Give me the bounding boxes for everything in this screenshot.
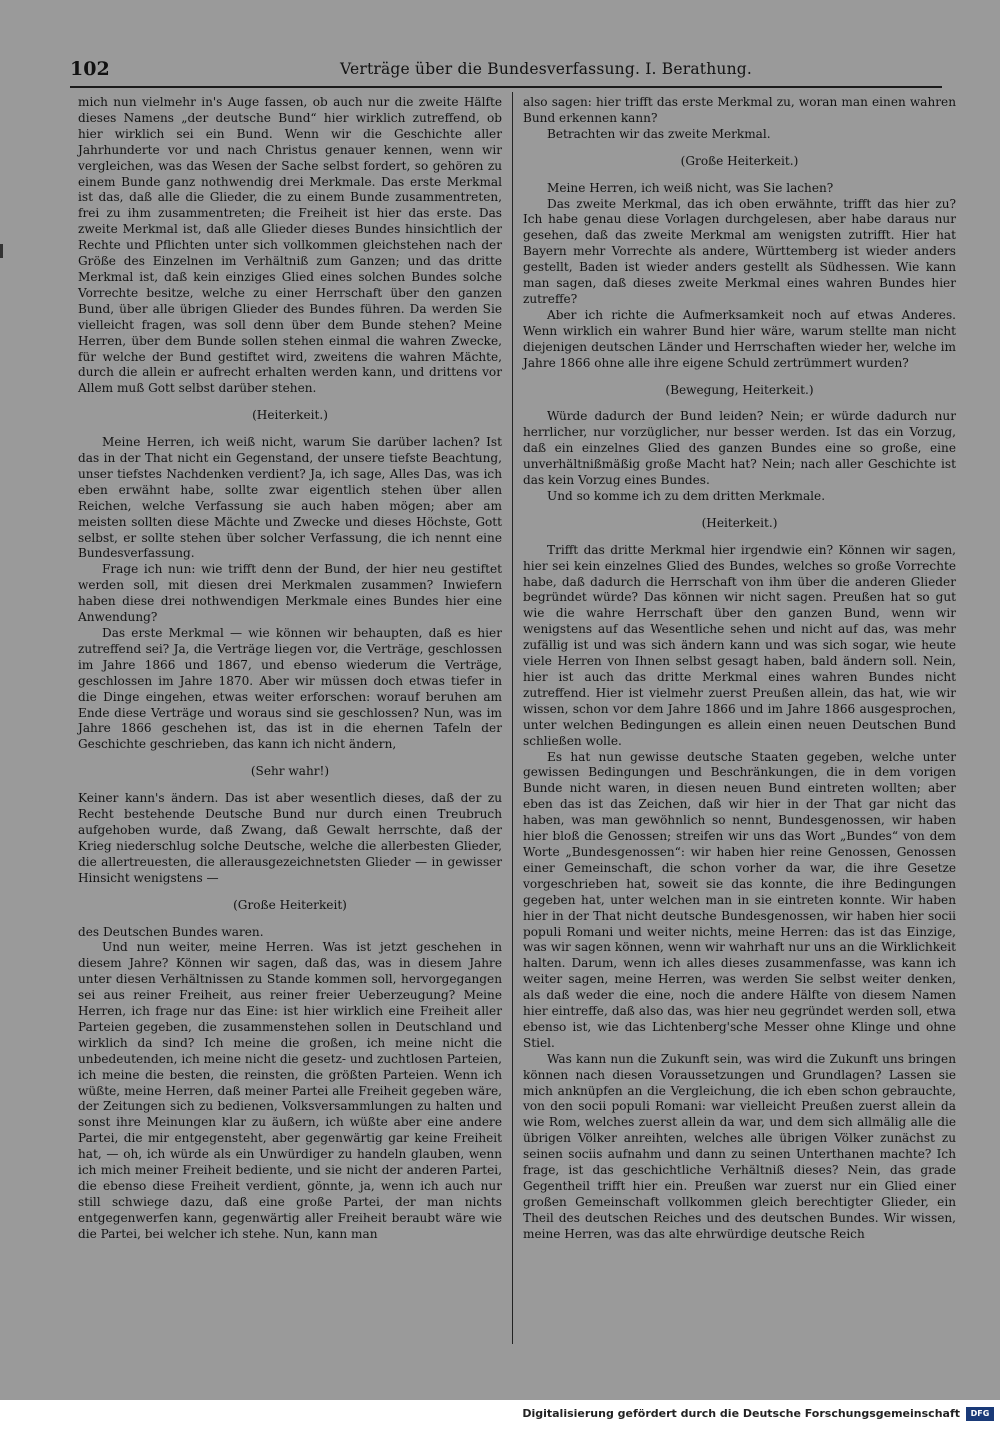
paragraph: Trifft das dritte Merkmal hier irgendwie ein? Können wir sagen, hier sei kein einzelnes Glied des Bundes, welches so große Vorrechte habe, daß dadurch die Herrschaft von ihm über die anderen Glieder begründet würde? Das können wir nicht sagen. Preußen hat so gut wie die wahre Herrschaft über den ganzen Bund, wenn wir wenigstens auf das Wesentliche sehen und nicht auf das, was mehr zufällig ist und was sich ändern kann und was sich sogar, wie heute viele Herren von Ihnen selbst gesagt haben, bald ändern soll. Nein, hier ist auch das dritte Merkmal eines wahren Bundes nicht zutreffend. Hier ist vielmehr zuerst Preußen allein, das hat, wie wir wissen, schon vor dem Jahre 1866 und im Jahre 1866 ausgesprochen, unter welchen Bedingungen es allein einen neuen Deutschen Bund schließen wolle. [523, 542, 956, 748]
header-rule [70, 86, 942, 88]
paragraph: Das zweite Merkmal, das ich oben erwähnte, trifft das hier zu? Ich habe genau diese Vorlagen durchgelesen, aber habe daraus nur gesehen, daß das zweite Merkmal am wenigsten zutrifft. Hier hat Bayern mehr Vorrechte als andere, Württemberg ist wieder anders gestellt, Baden ist wieder anders gestellt als Südhessen. Wie kann man sagen, daß dieses zweite Merkmal eines wahren Bundes hier zutreffe? [523, 196, 956, 306]
digitization-footer [0, 1400, 1000, 1432]
left-column [78, 95, 502, 1243]
paragraph: Keiner kann's ändern. Das ist aber wesentlich dieses, daß der zu Recht bestehende Deutsche Bund nur durch einen Treubruch aufgehoben wurde, daß Zwang, daß Gewalt herrschte, daß der Krieg niederschlug solche Deutsche, welche die allerbesten Glieder, die allertreuesten, die allerausgezeichnetsten Glieder — in gewisser Hinsicht wenigstens — [78, 791, 502, 885]
paragraph: Meine Herren, ich weiß nicht, was Sie lachen? [547, 180, 834, 195]
paragraph: Was kann nun die Zukunft sein, was wird die Zukunft uns bringen können nach diesen Voraussetzungen und Grundlagen? Lassen sie mich anknüpfen an die Vergleichung, die ich eben schon gebrauchte, von den socii populi Romani: war vielleicht Preußen zuerst allein da wie Rom, welches zuerst allein da war, und dem sich allmälig alle die übrigen Völker anreihten, welches alle übrigen Völker zunächst zu seinen sociis aufnahm und dann zu seinen Unterthanen machte? Ich frage, ist das geschichtliche Verhältniß dieses? Nein, das grade Gegentheil trifft hier ein. Preußen war zuerst nur ein Glied einer großen Gemeinschaft vollkommen gleich berechtigter Glieder, ein Theil des deutschen Reiches und des deutschen Bundes. Wir wissen, meine Herren, was das alte ehrwürdige deutsche Reich [523, 1051, 956, 1241]
interjection: (Bewegung, Heiterkeit.) [665, 382, 814, 397]
paragraph: Und so komme ich zu dem dritten Merkmale. [547, 488, 826, 503]
interjection: (Heiterkeit.) [252, 408, 328, 423]
paragraph: Betrachten wir das zweite Merkmal. [547, 126, 771, 141]
page-number: 102 [70, 58, 110, 80]
dfg-logo: DFG [966, 1407, 994, 1421]
paragraph: Würde dadurch der Bund leiden? Nein; er würde dadurch nur herrlicher, nur vorzüglicher, nur besser werden. Ist das ein Vorzug, daß ein einzelnes Glied des ganzen Bundes eine so große, eine unverhältnißmäßig große Macht hat? Nein; nach aller Geschichte ist das kein Vorzug eines Bundes. [523, 409, 956, 488]
paragraph: des Deutschen Bundes waren. [78, 924, 264, 939]
interjection: (Große Heiterkeit.) [680, 153, 799, 168]
paragraph: Aber ich richte die Aufmerksamkeit noch auf etwas Anderes. Wenn wirklich ein wahrer Bund hier wäre, warum stellte man nicht diejenigen deutschen Länder und Herrschaften wieder her, welche im Jahre 1866 ohne alle ihre eigene Schuld zertrümmert wurden? [523, 307, 956, 370]
binding-mark [0, 244, 3, 258]
paragraph: Meine Herren, ich weiß nicht, warum Sie darüber lachen? Ist das in der That nicht ein Gegenstand, der unsere tiefste Beachtung, unser tiefstes Nachdenken verdient? Ja, ich sage, Alles Das, was ich eben erwähnt habe, sollte zwar eigentlich stehen über allen Reichen, welche Verfassung sie auch haben mögen; aber am meisten sollten diese Mächte und Zwecke und dieses Höchste, Gott selbst, er sollte stehen über solcher Verfassung, die ich nennt eine Bundesverfassung. [78, 435, 502, 561]
paragraph: Es hat nun gewisse deutsche Staaten gegeben, welche unter gewissen Bedingungen und Beschränkungen, die in dem vorigen Bunde nicht waren, in diesen neuen Bund eintreten wollten; aber eben das ist das Zeichen, daß wir hier in der That gar nicht das haben, was man gewöhnlich so nennt, Bundesgenossen, wir haben hier bloß die Genossen; streifen wir uns das Wort „Bundes“ von dem Worte „Bundesgenossen“: wir haben hier reine Genossen, Genossen einer Gemeinschaft, die schon vorher da war, die ihre Gesetze vorgeschrieben hat, soweit sie das konnte, die ihre Bedingungen gegeben hat, unter welchen man in sie eintreten konnte. Wir haben hier in der That nicht deutsche Bundesgenossen, wir haben hier socii populi Romani und weiter nichts, meine Herren: das ist das Einzige, was wir sagen können, wenn wir wahrhaft nur uns an die Wirklichkeit halten. Darum, wenn ich alles dieses zusammenfasse, was kann ich weiter sagen, meine Herren, was werden Sie selbst weiter denken, als daß weder die eine, noch die andere Hälfte von diesem Namen hier eintreffe, daß also das, was hier neu gegründet werden soll, etwa ebenso ist, wie das Lichtenberg'sche Messer ohne Klinge und ohne Stiel. [523, 749, 956, 1050]
column-rule [512, 92, 513, 1344]
paragraph: also sagen: hier trifft das erste Merkmal zu, woran man einen wahren Bund erkennen kann? [523, 95, 956, 125]
paragraph: Das erste Merkmal — wie können wir behaupten, daß es hier zutreffend sei? Ja, die Verträge liegen vor, die Verträge, geschlossen im Jahre 1866 und 1867, und ebenso wiederum die Verträge, geschlossen im Jahre 1870. Aber wir müssen doch etwas tiefer in die Dinge eingehen, etwas weiter erforschen: worauf beruhen am Ende diese Verträge und woraus sind sie geschlossen? Nun, was im Jahre 1866 geschehen ist, das ist in die ehernen Tafeln der Geschichte geschrieben, das kann ich nicht ändern, [78, 626, 502, 752]
funding-credit: Digitalisierung gefördert durch die Deutsche Forschungsgemeinschaft [522, 1407, 960, 1420]
paragraph: mich nun vielmehr in's Auge fassen, ob auch nur die zweite Hälfte dieses Namens „der deutsche Bund“ hier wirklich zutreffend, ob hier wirklich sei ein Bund. Wenn wir die Geschichte aller Jahrhunderte vor und nach Christus genauer kennen, wenn wir vergleichen, was das Wesen der Sache selbst fordert, so gehören zu einem Bunde ganz nothwendig drei Merkmale. Das erste Merkmal ist das, daß alle die Glieder, die zu einem Bunde zusammentreten, frei zu ihm zusammentreten; die Freiheit ist hier das erste. Das zweite Merkmal ist, daß alle Glieder dieses Bundes hinsichtlich der Rechte und Pflichten unter sich vollkommen gleichstehen nach der Größe des Einzelnen im Verhältniß zum Ganzen; und das dritte Merkmal ist, daß kein einziges Glied eines solchen Bundes solche Vorrechte besitze, welche zu einer Herrschaft über den ganzen Bund, über alle übrigen Glieder des Bundes führen. Da werden Sie vielleicht fragen, was soll denn über dem Bunde stehen? Meine Herren, über dem Bunde sollen stehen einmal die wahren Zwecke, für welche der Bund gestiftet wird, zweitens die wahren Mächte, durch die allein er aufrecht erhalten werden kann, und drittens vor Allem muß Gott selbst darüber stehen. [78, 95, 502, 396]
page-header [70, 58, 940, 84]
running-head: Verträge über die Bundesverfassung. I. Berathung. [340, 60, 753, 78]
right-column [523, 95, 956, 1243]
interjection: (Sehr wahr!) [250, 764, 330, 779]
interjection: (Große Heiterkeit) [233, 897, 347, 912]
paragraph: Und nun weiter, meine Herren. Was ist jetzt geschehen in diesem Jahre? Können wir sagen, daß das, was in diesem Jahre unter diesen Verhältnissen zu Stande kommen soll, hervorgegangen sei aus reiner Freiheit, aus reiner freier Ueberzeugung? Meine Herren, ich frage nur das Eine: ist hier wirklich eine Freiheit aller Parteien gegeben, die zusammenstehen sollen in Deutschland und wirklich da sind? Ich meine die großen, ich meine nicht die unbedeutenden, ich meine nicht die gesetz- und zuchtlosen Parteien, ich meine die besten, die reinsten, die größten Parteien. Wenn ich wüßte, meine Herren, daß meiner Partei alle Freiheit gegeben wäre, der Zeitungen sich zu bedienen, Volksversammlungen zu halten und sonst ihre Meinungen klar zu äußern, ich wüßte aber eine andere Partei, die mir entgegensteht, aber gegenwärtig gar keine Freiheit hat, — oh, ich würde als ein Unwürdiger zu handeln glauben, wenn ich mich meiner Freiheit bediente, und sie nicht der anderen Partei, die ebenso diese Freiheit verdient, gönnte, ja, wenn ich auch nur still schwiege dazu, daß eine große Partei, der man nichts entgegenwerfen kann, gegenwärtig aller Freiheit beraubt wäre wie die Partei, bei welcher ich stehe. Nun, kann man [78, 940, 503, 1241]
paragraph: Frage ich nun: wie trifft denn der Bund, der hier neu gestiftet werden soll, mit diesen drei Merkmalen zusammen? Inwiefern haben diese drei nothwendigen Merkmale eines Bundes hier eine Anwendung? [78, 562, 502, 625]
interjection: (Heiterkeit.) [701, 515, 778, 530]
